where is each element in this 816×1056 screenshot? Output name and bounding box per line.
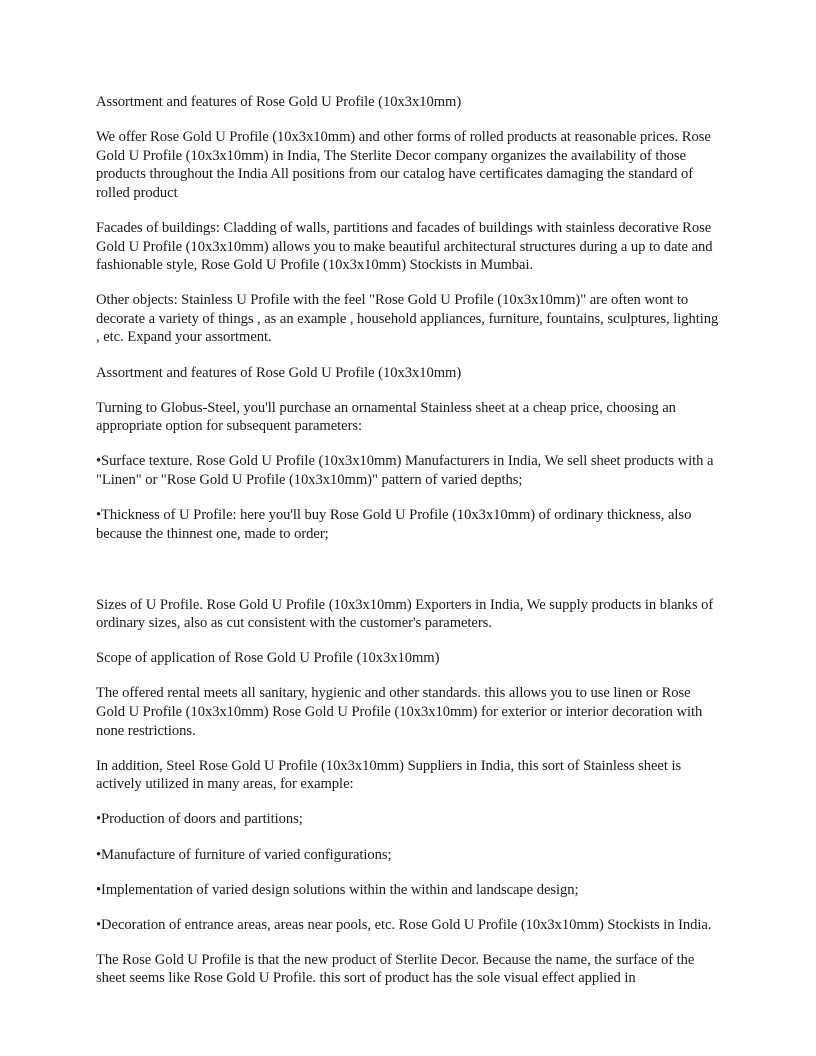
paragraph: The Rose Gold U Profile is that the new product of Sterlite Decor. Because the name, the surface of the sheet seems like Rose Gold U Profile. this sort of product has the sole visual effect applied in — [96, 951, 695, 987]
blank-space — [96, 560, 722, 596]
paragraph: Sizes of U Profile. Rose Gold U Profile (10x3x10mm) Exporters in India, We supply products in blanks of ordinary sizes, also as cut consistent with the customer's parameters. — [96, 596, 714, 632]
document-page — [96, 93, 722, 1005]
bullet-item: •Surface texture. Rose Gold U Profile (10x3x10mm) Manufacturers in India, We sell sheet products with a "Linen" or "Rose Gold U Profile (10x3x10mm)" pattern of varied depths; — [96, 453, 714, 488]
paragraph: Turning to Globus-Steel, you'll purchase an ornamental Stainless sheet at a cheap price, choosing an appropriate option for subsequent parameters: — [96, 399, 676, 435]
section-heading: Assortment and features of Rose Gold U Profile (10x3x10mm) — [96, 364, 462, 381]
paragraph: The offered rental meets all sanitary, hygienic and other standards. this allows you to use linen or Rose Gold U Profile (10x3x10mm) Rose Gold U Profile (10x3x10mm) for exterior or interior decoration with none restrictions. — [96, 685, 703, 739]
bullet-item: •Thickness of U Profile: here you'll buy Rose Gold U Profile (10x3x10mm) of ordinary thickness, also because the thinnest one, made to order; — [96, 507, 692, 542]
section-heading: Scope of application of Rose Gold U Profile (10x3x10mm) — [96, 650, 440, 667]
paragraph: Facades of buildings: Cladding of walls, partitions and facades of buildings with stainless decorative Rose Gold U Profile (10x3x10mm) allows you to make beautiful architectural structures during a up to date and fashionable style, Rose Gold U Profile (10x3x10mm) Stockists in Mumbai. — [96, 219, 713, 274]
bullet-item: •Production of doors and partitions; — [96, 811, 303, 828]
paragraph: We offer Rose Gold U Profile (10x3x10mm) and other forms of rolled products at reasonable prices. Rose Gold U Profile (10x3x10mm) in India, The Sterlite Decor company organizes the availability of those products throughout the India All positions from our catalog have certificates damaging the standard of rolled product — [96, 129, 711, 201]
bullet-item: •Decoration of entrance areas, areas near pools, etc. Rose Gold U Profile (10x3x10mm) Stockists in India. — [96, 916, 712, 933]
bullet-item: •Manufacture of furniture of varied configurations; — [96, 846, 392, 863]
paragraph: In addition, Steel Rose Gold U Profile (10x3x10mm) Suppliers in India, this sort of Stainless sheet is actively utilized in many areas, for example: — [96, 757, 682, 793]
section-heading: Assortment and features of Rose Gold U Profile (10x3x10mm) — [96, 94, 462, 110]
bullet-item: •Implementation of varied design solutions within the within and landscape design; — [96, 881, 579, 898]
paragraph: Other objects: Stainless U Profile with the feel "Rose Gold U Profile (10x3x10mm)" are often wont to decorate a variety of things , as an example , household appliances, furniture, fountains, sculptures, lighting , etc. Expand your assortment. — [96, 292, 719, 346]
